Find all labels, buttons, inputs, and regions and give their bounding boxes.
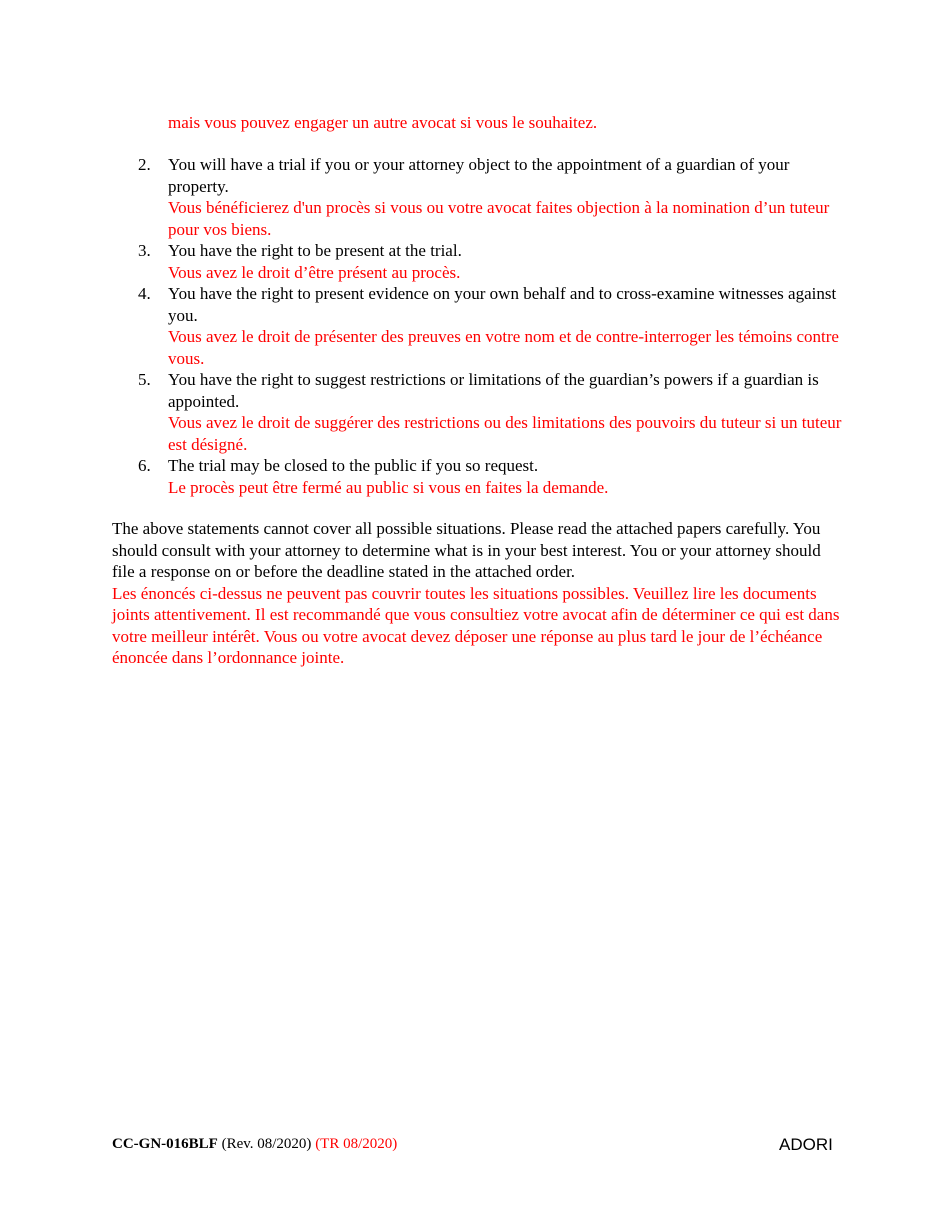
form-code: CC-GN-016BLF bbox=[112, 1136, 218, 1152]
continuation-french: mais vous pouvez engager un autre avocat si vous le souhaitez. bbox=[168, 113, 598, 132]
list-item bbox=[112, 455, 847, 498]
item-english: The trial may be closed to the public if you so request. bbox=[168, 456, 539, 475]
closing-paragraph bbox=[112, 518, 847, 669]
rights-list bbox=[112, 154, 847, 498]
item-french: Vous avez le droit d’être présent au procès. bbox=[168, 262, 461, 282]
item-english: You have the right to present evidence on your own behalf and to cross-examine witnesses against you. bbox=[168, 284, 837, 325]
list-item bbox=[112, 283, 847, 369]
item-french: Vous avez le droit de suggérer des restrictions ou des limitations des pouvoirs du tuteur si un tuteur est désigné. bbox=[168, 413, 842, 454]
closing-english: The above statements cannot cover all possible situations. Please read the attached papers carefully. You should consult with your attorney to determine what is in your best interest. You or your attorney should file a response on or before the deadline stated in the attached order. bbox=[112, 519, 821, 581]
item-french: Vous bénéficierez d'un procès si vous ou votre avocat faites objection à la nomination d’un tuteur pour vos biens. bbox=[168, 198, 830, 239]
form-footer bbox=[112, 1134, 397, 1156]
adori-tag: ADORI bbox=[779, 1135, 833, 1154]
revision-date: (Rev. 08/2020) bbox=[221, 1136, 312, 1152]
list-item bbox=[112, 369, 847, 455]
closing-french: Les énoncés ci-dessus ne peuvent pas couvrir toutes les situations possibles. Veuillez lire les documents joints attentivement. Il est recommandé que vous consultiez votre avocat afin de déterminer ce qui est dans votre meilleur intérêt. Vous ou votre avocat devez déposer une réponse au plus tard le jour de l’échéance énoncée dans l’ordonnance jointe. bbox=[112, 583, 840, 667]
item-number: 6. bbox=[138, 456, 151, 475]
item-english: You have the right to suggest restrictions or limitations of the guardian’s powers if a guardian is appointed. bbox=[168, 370, 819, 411]
translation-date: (TR 08/2020) bbox=[315, 1136, 398, 1152]
list-item bbox=[112, 240, 847, 283]
item-french: Le procès peut être fermé au public si vous en faites la demande. bbox=[168, 477, 609, 497]
list-item bbox=[112, 154, 847, 240]
item-number: 2. bbox=[138, 155, 151, 174]
item-number: 3. bbox=[138, 241, 151, 260]
item-french: Vous avez le droit de présenter des preuves en votre nom et de contre-interroger les témoins contre vous. bbox=[168, 327, 839, 368]
item-number: 4. bbox=[138, 284, 151, 303]
item-english: You will have a trial if you or your attorney object to the appointment of a guardian of your property. bbox=[168, 155, 790, 196]
item-number: 5. bbox=[138, 370, 151, 389]
item-english: You have the right to be present at the trial. bbox=[168, 241, 462, 260]
